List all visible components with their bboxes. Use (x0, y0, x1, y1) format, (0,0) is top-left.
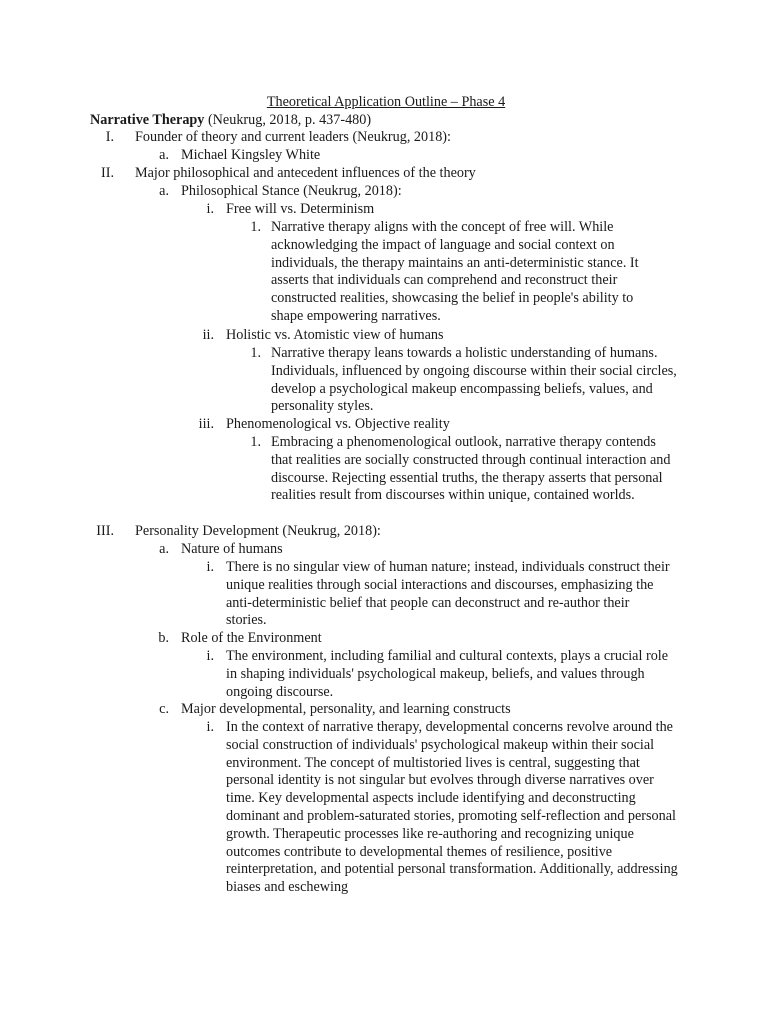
outline-item-founder: Founder of theory and current leaders (Neukrug, 2018): (135, 129, 451, 145)
outline-arabic: 1. (250, 434, 261, 450)
paragraph-constructs: In the context of narrative therapy, developmental concerns revolve around the social construction of individuals' psychological makeup within their social environment. The concept of multistoried lives is central, suggesting that personal identity is not singular but evolves through diverse narratives over time. Key developmental aspects include identifying and deconstructing dominant and problem-saturated stories, promoting self-reflection and personal growth. Therapeutic processes like re-authoring and recognizing unique outcomes contribute to developmental themes of resilience, positive reinterpretation, and potential personal transformation. Additionally, addressing biases and eschewing (226, 719, 678, 896)
outline-roman-small: ii. (202, 327, 214, 343)
outline-arabic: 1. (250, 345, 261, 361)
outline-letter: c. (159, 701, 169, 717)
outline-item-philosophical-stance: Philosophical Stance (Neukrug, 2018): (181, 183, 402, 199)
outline-letter: a. (159, 147, 169, 163)
paragraph-holistic: Narrative therapy leans towards a holistic understanding of humans. Individuals, influenced by ongoing discourse within their social circles, develop a psychological makeup encompassing beliefs, values, and personality styles. (271, 345, 677, 415)
outline-roman-small: i. (206, 719, 214, 735)
heading-citation: (Neukrug, 2018, p. 437-480) (204, 112, 372, 128)
outline-item-environment: Role of the Environment (181, 630, 322, 646)
outline-item-constructs: Major developmental, personality, and learning constructs (181, 701, 511, 717)
outline-roman-small: i. (206, 648, 214, 664)
paragraph-phenomenological: Embracing a phenomenological outlook, narrative therapy contends that realities are socially constructed through continual interaction and discourse. Rejecting essential truths, the therapy asserts that personal realities result from discourses within unique, contained worlds. (271, 434, 671, 504)
outline-letter: a. (159, 183, 169, 199)
outline-letter: b. (158, 630, 169, 646)
outline-item-phenomenological: Phenomenological vs. Objective reality (226, 416, 450, 432)
outline-roman-small: i. (206, 201, 214, 217)
outline-letter: a. (159, 541, 169, 557)
document-title: Theoretical Application Outline – Phase 4 (266, 94, 506, 110)
section-heading (90, 111, 371, 129)
paragraph-environment: The environment, including familial and cultural contexts, plays a crucial role in shaping individuals' psychological makeup, beliefs, and values through ongoing discourse. (226, 648, 669, 700)
paragraph-nature: There is no singular view of human nature; instead, individuals construct their unique realities through social interactions and discourses, emphasizing the anti-deterministic belief that people can deconstruct and re-author their stories. (226, 559, 670, 629)
outline-numeral-1: I. (105, 129, 114, 145)
outline-roman-small: iii. (198, 416, 214, 432)
outline-numeral-2: II. (101, 165, 114, 181)
outline-item-personality-development: Personality Development (Neukrug, 2018): (135, 523, 381, 539)
outline-item-founder-name: Michael Kingsley White (181, 147, 321, 163)
heading-bold: Narrative Therapy (90, 112, 205, 128)
outline-item-free-will: Free will vs. Determinism (226, 201, 375, 217)
outline-arabic: 1. (250, 219, 261, 235)
outline-numeral-3: III. (96, 523, 114, 539)
paragraph-free-will: Narrative therapy aligns with the concept of free will. While acknowledging the impact of language and social context on individuals, the therapy maintains an anti-deterministic stance. It asserts that individuals can comprehend and reconstruct their constructed realities, showcasing the belief in people's ability to shape empowering narratives. (271, 219, 639, 324)
outline-item-holistic: Holistic vs. Atomistic view of humans (226, 327, 444, 343)
outline-item-influences: Major philosophical and antecedent influences of the theory (135, 165, 476, 181)
outline-item-nature: Nature of humans (181, 541, 283, 557)
outline-roman-small: i. (206, 559, 214, 575)
